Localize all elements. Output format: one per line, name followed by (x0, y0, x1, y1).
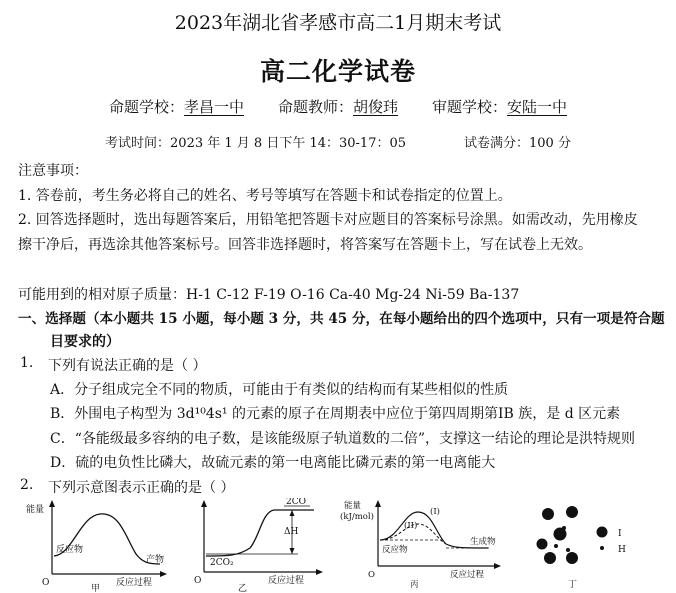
bing-curve-i-label: (I) (430, 507, 440, 517)
bing-x-arrow (494, 563, 501, 569)
bing-ylabel-line-2: (kJ/mol) (340, 512, 374, 522)
exam-time: 考试时间：2023 年 1 月 8 日下午 14：30-17：05 (105, 136, 407, 151)
yi-y-arrow (201, 500, 207, 507)
diagram-bing (338, 498, 506, 593)
author-school-label: 命题学校： (108, 98, 184, 116)
ding-legend-h-atom (600, 546, 604, 550)
atomic-masses: 可能用到的相对原子质量：H-1 C-12 F-19 O-16 Ca-40 Mg-24 Ni-59 Ba-137 (18, 287, 520, 303)
jia-y-arrow (49, 500, 55, 507)
bing-origin: O (368, 570, 375, 580)
ding-atom-h (562, 526, 566, 530)
bing-ylabel-line-1: 能量 (344, 501, 362, 511)
ding-atom-i (544, 552, 556, 564)
ding-atom-h (554, 544, 558, 548)
yi-delta: ΔH (284, 527, 299, 537)
notes-item-2-line-2: 擦干净后，再选涂其他答案标号。回答非选择题时，将答案写在答题卡上，写在试卷上无效。 (18, 237, 592, 253)
full-score: 试卷满分：100 分 (464, 136, 571, 151)
bing-curve-ii-label: (II) (404, 521, 418, 531)
exam-info (0, 132, 676, 151)
notes-heading: 注意事项： (18, 163, 88, 179)
q2-number: 2. (20, 477, 34, 493)
section-heading-line-2: 目要求的） (50, 334, 120, 350)
exam-title: 2023年湖北省孝感市高二1月期末考试 (174, 12, 502, 34)
bing-caption: 丙 (410, 580, 419, 590)
ding-legend-i: I (618, 529, 622, 539)
author-teacher-label: 命题教师： (277, 98, 353, 116)
jia-product: 产物 (146, 555, 165, 565)
paper-title: 高二化学试卷 (259, 57, 416, 86)
q2-stem: 下列示意图表示正确的是（ ） (48, 480, 235, 496)
q1-option-c: C．“各能级最多容纳的电子数，是该能级原子轨道数的二倍”，支撑这一结论的理论是洪特规则 (50, 431, 636, 447)
diagram-yi (188, 498, 328, 593)
q1-stem: 下列有说法正确的是（ ） (48, 358, 207, 374)
jia-caption: 甲 (91, 584, 101, 593)
yi-origin: O (194, 576, 202, 586)
yi-xlabel: 反应过程 (268, 576, 305, 586)
bing-reactant: 反应物 (382, 545, 408, 555)
q1-option-b: B．外围电子构型为 3d¹⁰4s¹ 的元素的原子在周期表中应位于第四周期第ⅠB 族，是 d 区元素 (50, 406, 621, 422)
notes-item-2-line-1: 2. 回答选择题时，选出每题答案后，用铅笔把答题卡对应题目的答案标号涂黑。如需改动，先用橡皮 (18, 212, 638, 228)
ding-caption: 丁 (568, 580, 578, 590)
diagram-jia (18, 498, 168, 593)
yi-bottom-label: 2CO₂ (210, 558, 234, 568)
bing-product: 生成物 (470, 537, 496, 547)
ding-atom-i (537, 539, 548, 550)
q1-number: 1. (20, 355, 34, 371)
bing-y-arrow (375, 500, 381, 507)
q1-option-a: A．分子组成完全不同的物质，可能由于有类似的结构而有某些相似的性质 (50, 382, 509, 398)
section-heading-line-1: 一、选择题（本小题共 15 小题，每小题 3 分，共 45 分，在每小题给出的四个选项中，只有一项是符合题 (18, 311, 665, 327)
review-school-label: 审题学校： (432, 98, 508, 116)
yi-delta-arrow-down (290, 548, 295, 554)
author-teacher: 胡俊玮 (353, 98, 399, 116)
yi-delta-arrow-up (290, 510, 295, 516)
ding-atom-i (566, 506, 578, 518)
ding-atom-i (542, 508, 554, 520)
notes-item-1: 1. 答卷前，考生务必将自己的姓名、考号等填写在答题卡和试卷指定的位置上。 (18, 188, 512, 204)
yi-top-label: 2CO (286, 498, 306, 507)
jia-ylabel: 能量 (26, 505, 45, 515)
jia-energy-curve (54, 514, 160, 564)
jia-x-arrow (160, 571, 167, 577)
review-school: 安陆一中 (507, 98, 568, 116)
ding-legend-h: H (618, 545, 626, 555)
ding-atom-i (566, 552, 578, 564)
ding-legend-i-atom (597, 527, 608, 538)
author-school: 孝昌一中 (183, 98, 244, 116)
jia-reactant: 反应物 (56, 545, 84, 555)
yi-x-arrow (316, 569, 323, 575)
ding-atom-h (566, 548, 570, 552)
jia-origin: O (42, 578, 50, 588)
diagram-ding (526, 498, 666, 593)
jia-xlabel: 反应过程 (116, 578, 153, 588)
bing-xlabel: 反应过程 (450, 570, 485, 580)
author-info (0, 96, 676, 117)
q1-option-d: D．硫的电负性比磷大，故硫元素的第一电离能比磷元素的第一电离能大 (50, 455, 496, 471)
yi-caption: 乙 (238, 584, 248, 593)
